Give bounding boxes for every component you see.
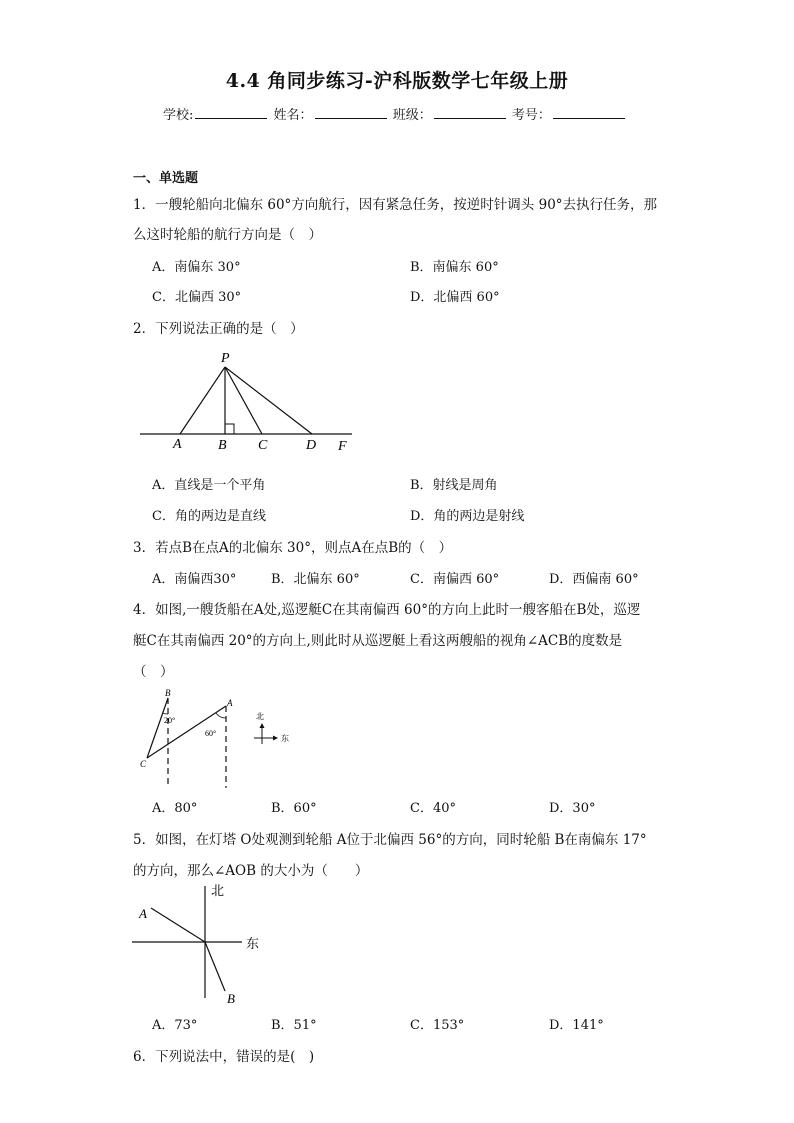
q2-stem: 2．下列说法正确的是（ ） [133,321,304,337]
q3-stem: 3．若点B在点A的北偏东 30°，则点A在点B的（ ） [133,540,453,556]
q1-stem-line1: 1．一艘轮船向北偏东 60°方向航行，因有紧急任务，按逆时针调头 90°去执行任务，那 [133,197,658,213]
q4-compass-east: 东 [281,734,289,743]
class-label: 班级： [392,108,432,123]
q5-option-c[interactable]: C．153° [410,1018,465,1033]
q5-figure [128,880,268,1010]
q2-option-a[interactable]: A．直线是一个平角 [152,478,266,493]
q1-option-c[interactable]: C．北偏西 30° [152,290,242,305]
q4-label-c: C [140,759,147,769]
class-blank[interactable] [434,106,506,119]
exam-number-blank[interactable] [553,106,625,119]
q5-label-b: B [227,991,235,1006]
q5-option-a[interactable]: A．73° [152,1018,198,1033]
q3-option-a[interactable]: A．南偏西30° [152,572,237,587]
q5-option-d[interactable]: D．141° [549,1018,604,1033]
q2-option-b[interactable]: B．射线是周角 [410,478,498,493]
q2-label-c: C [258,438,268,453]
q6-stem: 6．下列说法中，错误的是( ) [133,1049,315,1065]
name-blank[interactable] [315,106,387,119]
q2-label-a: A [173,437,182,452]
q5-label-a: A [139,906,147,921]
q4-label-b: B [165,688,171,698]
exam-number-label: 考号： [511,108,551,123]
q2-label-d: D [306,438,317,453]
student-info-line [163,104,627,123]
q2-label-p: P [221,351,230,366]
q4-stem-line1: 4．如图,一艘货船在A处,巡逻艇C在其南偏西 60°的方向上此时一艘客船在B处，巡逻 [133,602,641,618]
east-arrow-icon [273,736,278,741]
page-title: 4.4 角同步练习-沪科版数学七年级上册 [225,70,569,92]
school-label: 学校: [163,108,194,123]
q2-figure [130,345,360,457]
q5-label-north: 北 [211,883,225,898]
school-blank[interactable] [195,106,267,119]
q1-option-d[interactable]: D．北偏西 60° [410,290,500,305]
name-label: 姓名： [273,108,313,123]
q3-option-c[interactable]: C．南偏西 60° [410,572,500,587]
q3-option-b[interactable]: B．北偏东 60° [271,572,360,587]
q5-label-east: 东 [246,936,260,951]
q4-option-b[interactable]: B．60° [271,801,317,816]
q5-option-b[interactable]: B．51° [271,1018,317,1033]
q3-option-d[interactable]: D．西偏南 60° [549,572,639,587]
q1-option-a[interactable]: A．南偏东 30° [152,260,241,275]
q5-stem-line1: 5．如图，在灯塔 O处观测到轮船 A位于北偏西 56°的方向，同时轮船 B在南偏东 17° [133,832,647,848]
section-heading: 一、单选题 [133,171,199,186]
q4-stem-line3: （ ） [133,664,174,680]
q4-option-d[interactable]: D．30° [549,801,596,816]
q4-figure [135,688,305,790]
q4-option-c[interactable]: C．40° [410,801,456,816]
q4-compass-north: 北 [256,712,264,721]
q2-label-b: B [218,438,227,453]
q4-label-angle60: 60° [205,729,217,738]
q4-stem-line2: 艇C在其南偏西 20°的方向上,则此时从巡逻艇上看这两艘船的视角∠ACB的度数是 [133,633,623,649]
q1-stem-line2: 么这时轮船的航行方向是（ ） [133,227,322,243]
q4-label-a: A [227,698,233,708]
q5-stem-line2: 的方向，那么∠AOB 的大小为（ ） [133,863,369,879]
q2-option-d[interactable]: D．角的两边是射线 [410,509,525,524]
q2-option-c[interactable]: C．角的两边是直线 [152,509,266,524]
q4-option-a[interactable]: A．80° [152,801,198,816]
q2-label-f: F [338,439,347,454]
q1-option-b[interactable]: B．南偏东 60° [410,260,499,275]
q4-label-angle20: 20° [164,716,176,725]
north-arrow-icon [260,723,265,728]
